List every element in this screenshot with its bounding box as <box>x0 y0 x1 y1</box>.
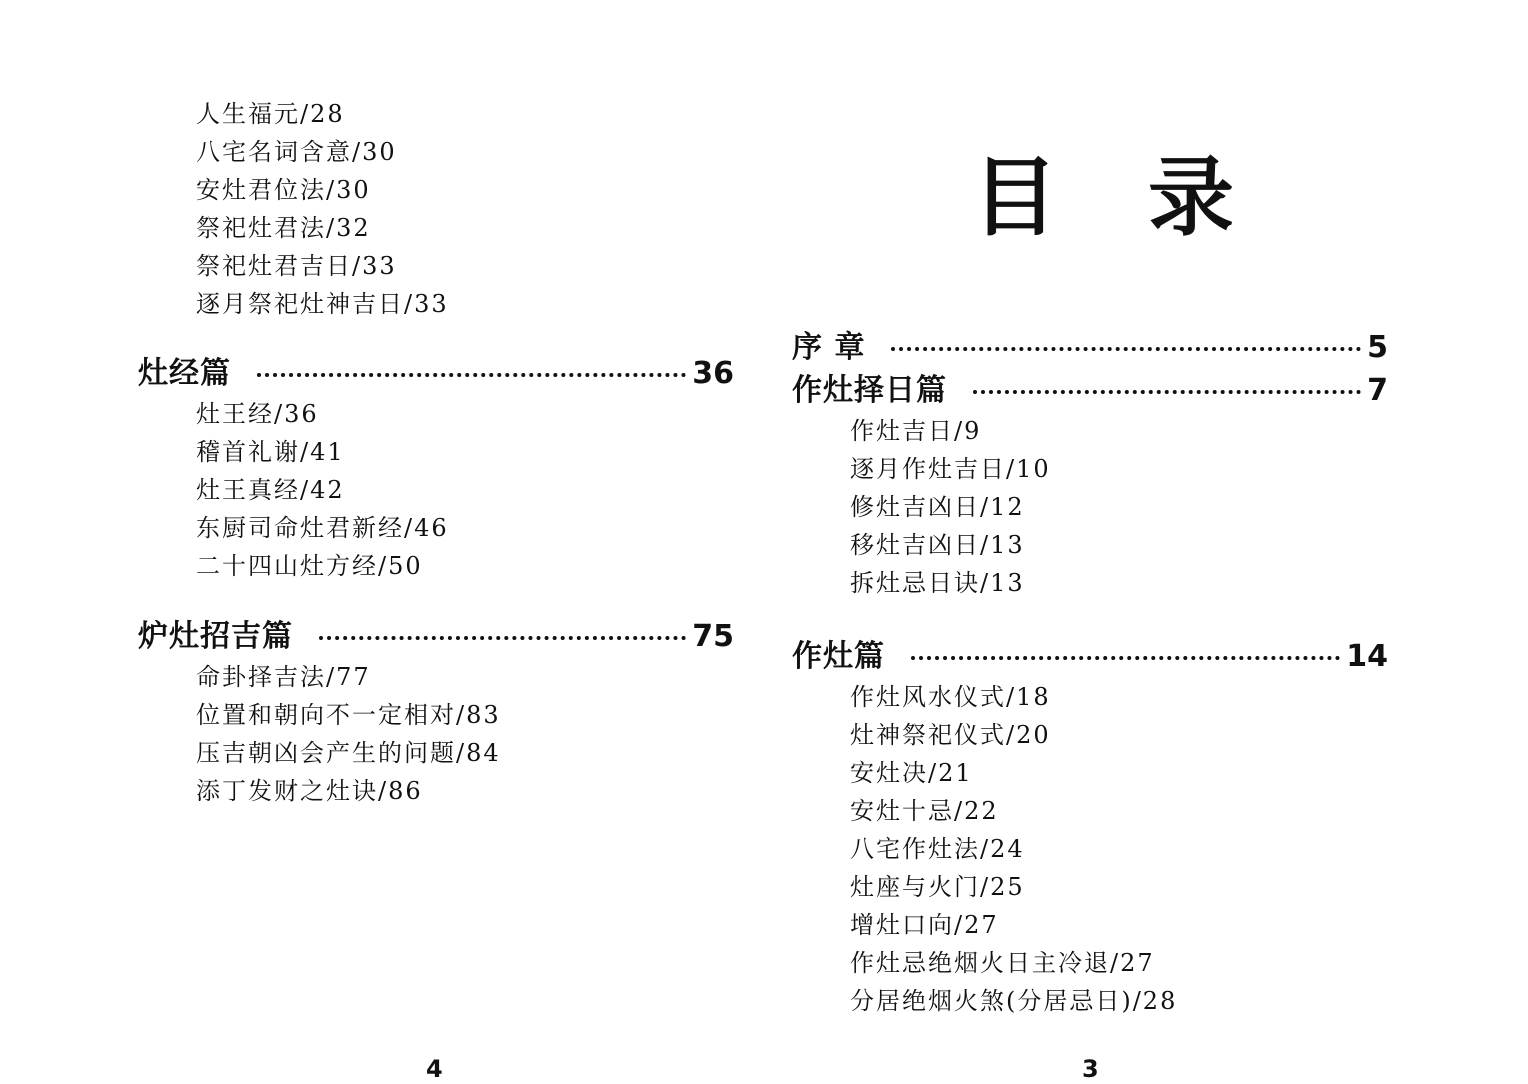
section-page-number: 36 <box>692 356 734 391</box>
page-title: 目录 <box>972 148 1324 248</box>
toc-entry[interactable]: 灶神祭祀仪式/20 <box>850 721 1051 749</box>
toc-entry[interactable]: 安灶决/21 <box>850 759 973 787</box>
section-title: 炉灶招吉篇 <box>138 619 293 654</box>
toc-entry[interactable]: 安灶君位法/30 <box>196 176 371 204</box>
toc-entry-list <box>850 412 1051 602</box>
section-title: 序 章 <box>792 330 866 365</box>
toc-entry[interactable]: 位置和朝向不一定相对/83 <box>196 701 501 729</box>
toc-entry[interactable]: 八宅作灶法/24 <box>850 835 1025 863</box>
dot-leader <box>891 347 1361 351</box>
toc-entry[interactable]: 作灶吉日/9 <box>850 417 982 445</box>
toc-entry[interactable]: 八宅名词含意/30 <box>196 138 397 166</box>
section-page-number: 14 <box>1346 639 1388 674</box>
toc-section-heading[interactable] <box>792 637 1388 677</box>
toc-entry[interactable]: 逐月作灶吉日/10 <box>850 455 1051 483</box>
toc-entry[interactable]: 东厨司命灶君新经/46 <box>196 514 449 542</box>
toc-entry[interactable]: 增灶口向/27 <box>850 911 999 939</box>
section-page-number: 5 <box>1367 330 1388 365</box>
toc-entry[interactable]: 人生福元/28 <box>196 100 345 128</box>
toc-entry[interactable]: 修灶吉凶日/12 <box>850 493 1025 521</box>
toc-entry[interactable]: 祭祀灶君法/32 <box>196 214 371 242</box>
toc-entry[interactable]: 拆灶忌日诀/13 <box>850 569 1025 597</box>
section-title: 作灶择日篇 <box>792 373 947 408</box>
section-title: 作灶篇 <box>792 639 885 674</box>
dot-leader <box>257 373 686 377</box>
page-number: 3 <box>1082 1055 1099 1083</box>
toc-entry[interactable]: 添丁发财之灶诀/86 <box>196 777 423 805</box>
toc-entry-list <box>196 658 501 810</box>
dot-leader <box>973 390 1361 394</box>
toc-entry-list <box>196 395 449 585</box>
toc-entry[interactable]: 二十四山灶方经/50 <box>196 552 423 580</box>
toc-entry[interactable]: 灶座与火门/25 <box>850 873 1025 901</box>
toc-entry[interactable]: 灶王真经/42 <box>196 476 345 504</box>
toc-entry[interactable]: 移灶吉凶日/13 <box>850 531 1025 559</box>
toc-entry-list <box>850 678 1177 1020</box>
right-page <box>764 0 1528 1083</box>
toc-entry[interactable]: 分居绝烟火煞(分居忌日)/28 <box>850 987 1178 1015</box>
toc-entry[interactable]: 作灶忌绝烟火日主冷退/27 <box>850 949 1155 977</box>
section-page-number: 75 <box>692 619 734 654</box>
toc-section-heading[interactable] <box>138 354 734 394</box>
section-title: 灶经篇 <box>138 356 231 391</box>
toc-entry[interactable]: 安灶十忌/22 <box>850 797 999 825</box>
section-page-number: 7 <box>1367 373 1388 408</box>
toc-section-heading[interactable] <box>792 328 1388 368</box>
dot-leader <box>319 636 686 640</box>
toc-entry-list <box>196 95 449 323</box>
toc-entry[interactable]: 逐月祭祀灶神吉日/33 <box>196 290 449 318</box>
toc-section-heading[interactable] <box>792 371 1388 411</box>
toc-entry[interactable]: 灶王经/36 <box>196 400 319 428</box>
toc-entry[interactable]: 压吉朝凶会产生的问题/84 <box>196 739 501 767</box>
toc-entry[interactable]: 稽首礼谢/41 <box>196 438 345 466</box>
toc-section-heading[interactable] <box>138 617 734 657</box>
toc-entry[interactable]: 作灶风水仪式/18 <box>850 683 1051 711</box>
left-page <box>0 0 764 1083</box>
page-number: 4 <box>426 1055 443 1083</box>
toc-entry[interactable]: 祭祀灶君吉日/33 <box>196 252 397 280</box>
dot-leader <box>911 656 1340 660</box>
toc-entry[interactable]: 命卦择吉法/77 <box>196 663 371 691</box>
